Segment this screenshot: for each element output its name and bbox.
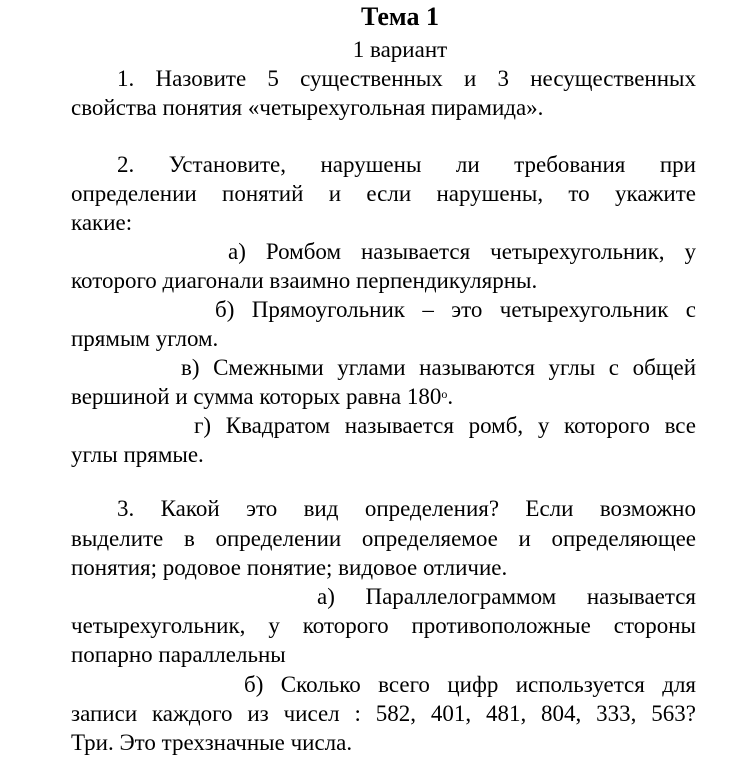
q2-b-line-2: прямым углом. <box>71 326 219 351</box>
q2-g-line-1: г) Квадратом называется ромб, у которого все <box>194 413 696 438</box>
q3-b-line-3: Три. Это трехзначные числа. <box>71 730 353 755</box>
q2-v-line-2-end: . <box>447 384 454 409</box>
q3-line-3: понятия; родовое понятие; видовое отличие. <box>71 555 508 580</box>
q2-b-line-1: б) Прямоугольник – это четырехугольник с <box>215 297 696 322</box>
document-title: Тема 1 <box>361 2 439 31</box>
variant-label: 1 вариант <box>352 37 448 62</box>
q2-v-line-2 <box>71 382 696 411</box>
q3-a-line-1: а) Параллелограммом называется <box>317 584 696 609</box>
degree-sign: о <box>441 387 448 401</box>
q2-line-3: какие: <box>71 210 133 235</box>
q3-a-line-2: четырехугольник, у которого противоположные стороны <box>71 613 696 638</box>
q3-line-2: выделите в определении определяемое и определяющее <box>71 526 696 551</box>
q1-line-2: свойства понятия «четырехугольная пирамида». <box>71 95 544 120</box>
q2-a-line-2: которого диагонали взаимно перпендикулярны. <box>71 268 538 293</box>
q1-line-1: 1. Назовите 5 существенных и 3 несущественных <box>117 66 696 91</box>
q2-a-line-1: а) Ромбом называется четырехугольник, у <box>228 239 696 264</box>
q2-line-1: 2. Установите, нарушены ли требования при <box>117 152 696 177</box>
q2-v-line-2-text: вершиной и сумма которых равна 180 <box>71 384 442 409</box>
q2-v-line-1: в) Смежными углами называются углы с общей <box>181 355 696 380</box>
q2-line-2: определении понятий и если нарушены, то укажите <box>71 181 696 206</box>
q3-a-line-3: попарно параллельны <box>71 642 286 667</box>
q3-line-1: 3. Какой это вид определения? Если возможно <box>117 496 696 521</box>
q3-b-line-2: записи каждого из чисел : 582, 401, 481, 804, 333, 563? <box>71 701 696 726</box>
q3-b-line-1: б) Сколько всего цифр используется для <box>244 672 696 697</box>
q2-g-line-2: углы прямые. <box>71 442 204 467</box>
